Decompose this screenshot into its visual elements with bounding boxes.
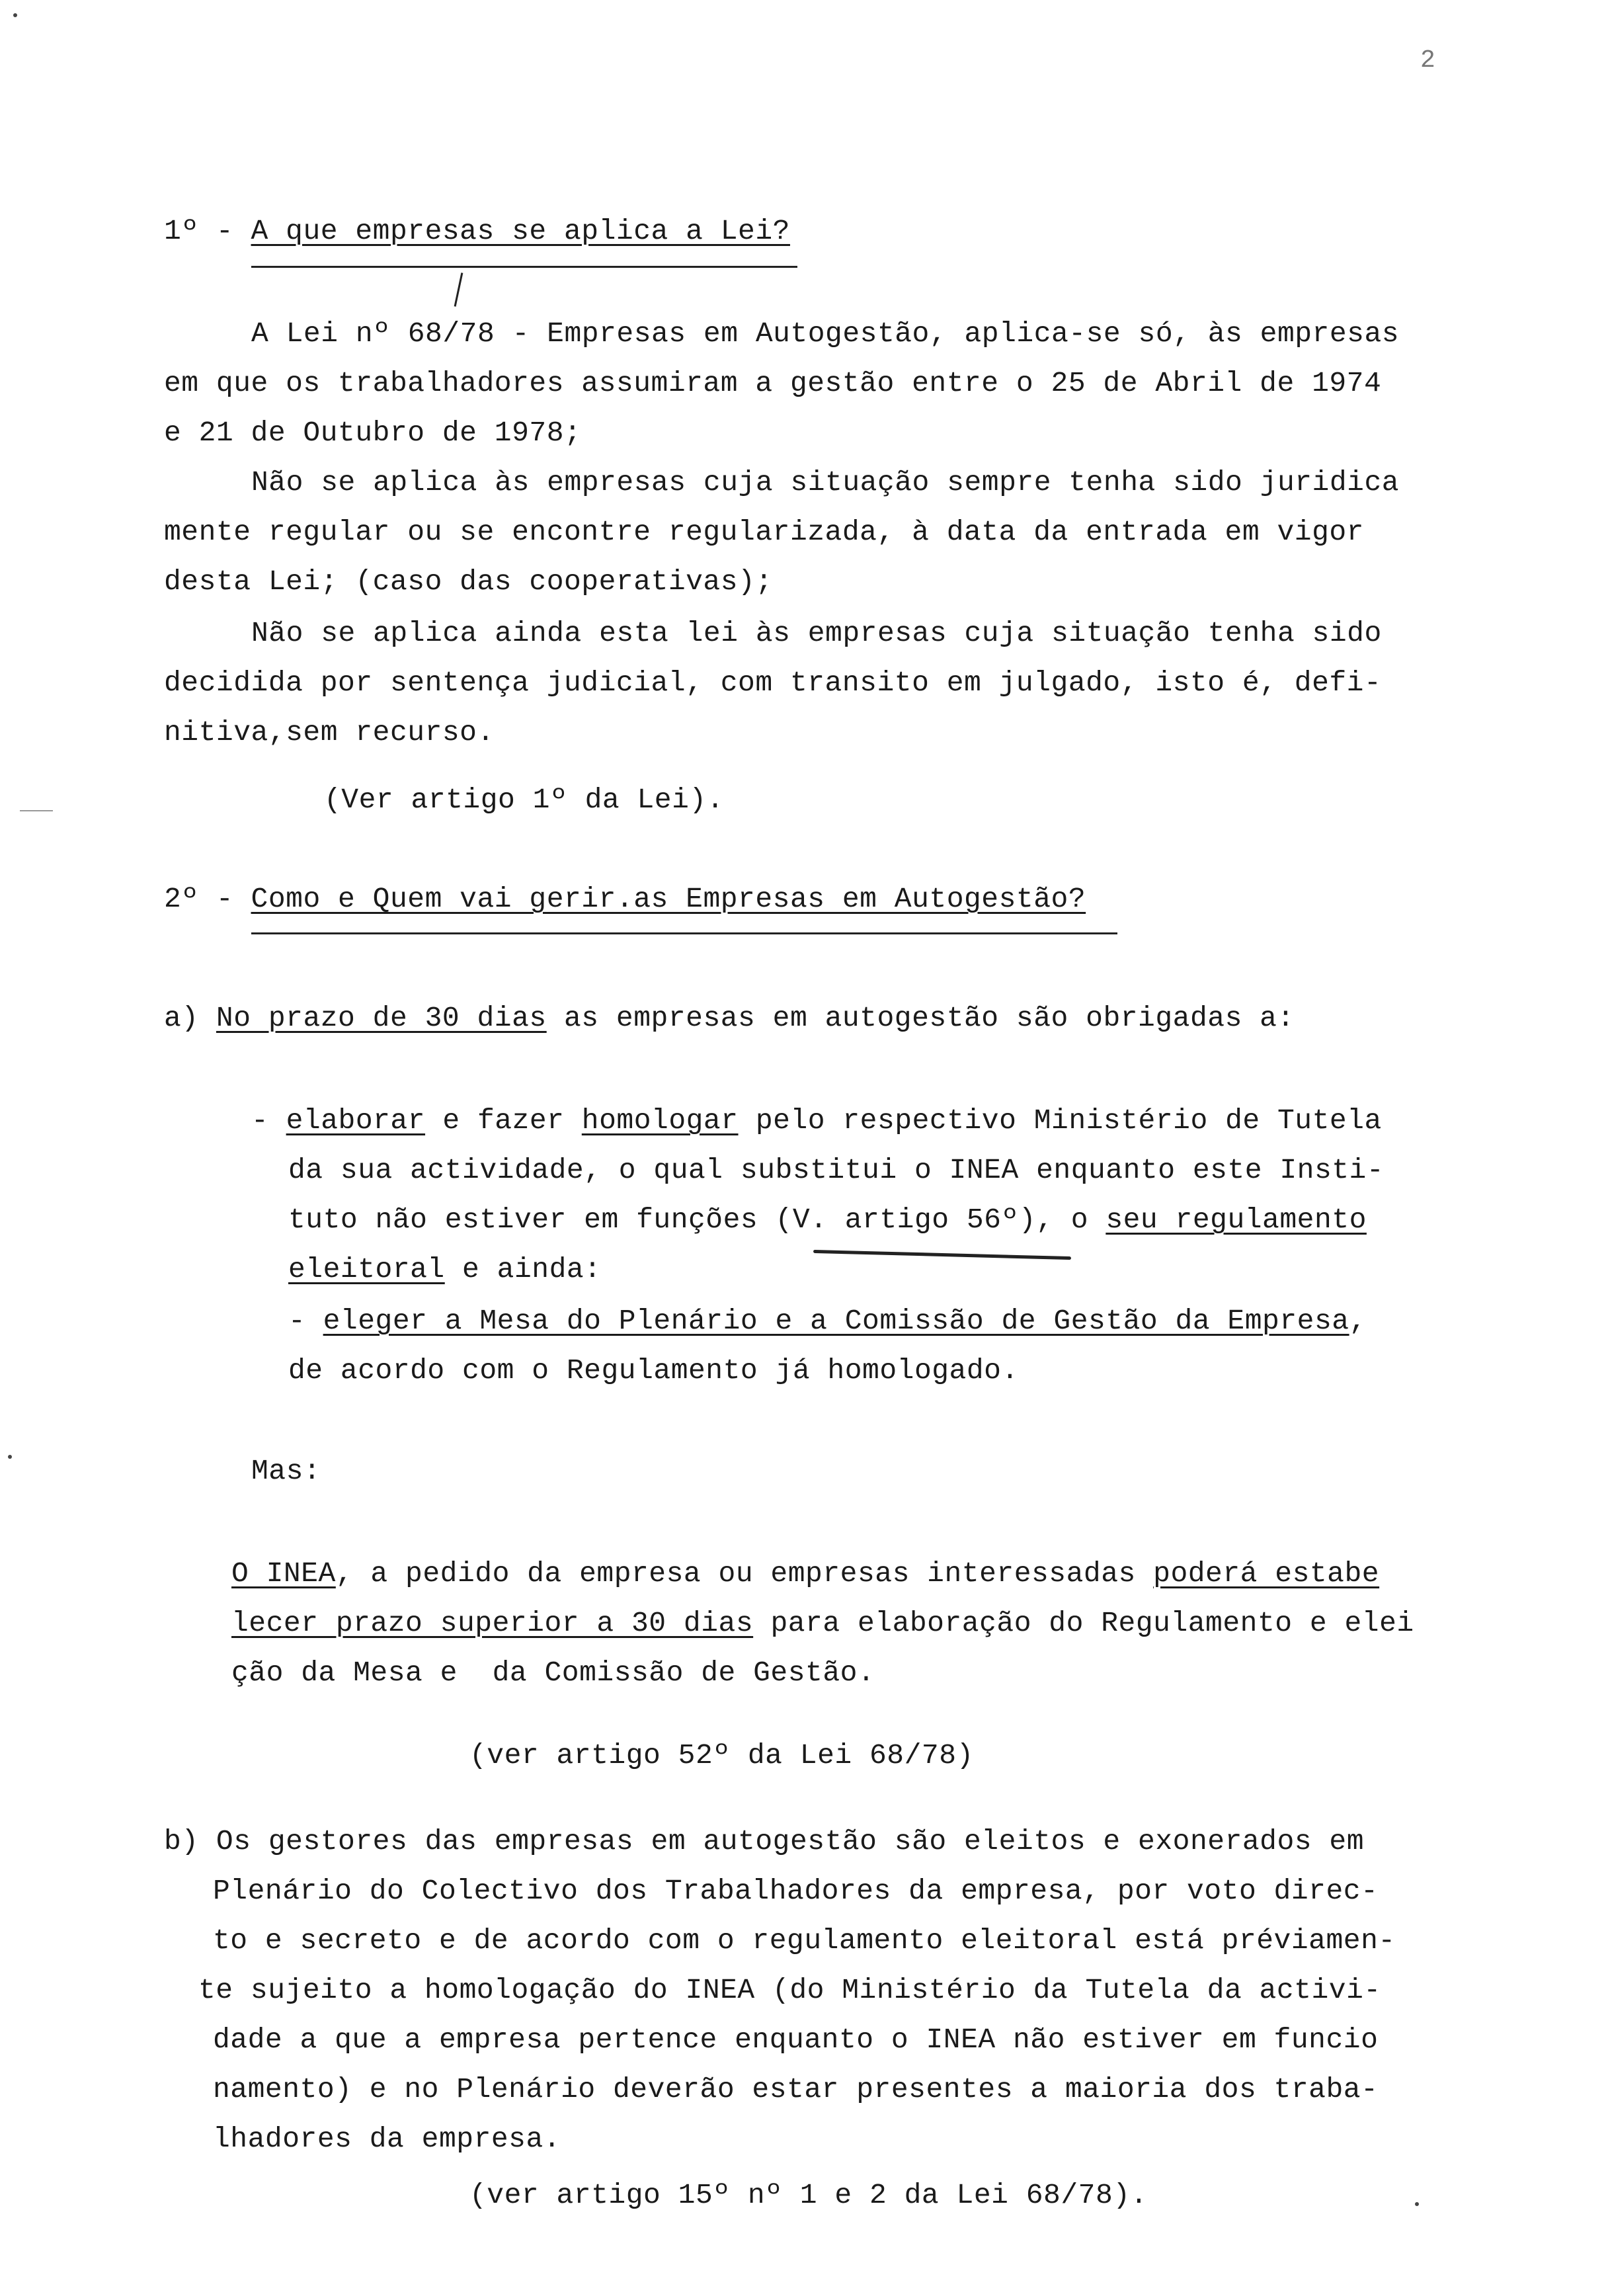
q2a-bullet-1 (251, 1101, 1382, 1141)
q1-p1-line: em que os trabalhadores assumiram a gestão entre o 25 de Abril de 1974 (164, 367, 1382, 399)
bullet-text: e fazer (425, 1104, 582, 1137)
q2a-marker: a) (164, 1002, 199, 1034)
q2a-lead-text: as empresas em autogestão são obrigadas a: (546, 1002, 1295, 1034)
q1-title: A que empresas se aplica a Lei? (251, 215, 790, 247)
q2a-bullet-2-line: de acordo com o Regulamento já homologado. (288, 1354, 1019, 1387)
q1-heading (164, 212, 790, 251)
inea-text: para elaboração do Regulamento e elei (753, 1607, 1414, 1639)
bullet-text: e ainda: (444, 1253, 602, 1286)
term-homologar: homologar (581, 1104, 739, 1137)
pen-underline-mark (813, 1250, 1071, 1260)
q1-p3-line: nitiva,sem recurso. (164, 716, 495, 749)
term-inea: O INEA (231, 1557, 336, 1590)
q2b-line: Plenário do Colectivo dos Trabalhadores da empresa, por voto direc- (213, 1875, 1379, 1907)
q2a-bullet-1-line (288, 1250, 602, 1290)
term-podera: poderá estabe (1153, 1557, 1380, 1590)
q2b-text: Os gestores das empresas em autogestão são eleitos e exonerados em (216, 1825, 1364, 1858)
q2a-lead (164, 999, 1295, 1038)
q2b-reference: (ver artigo 15º nº 1 e 2 da Lei 68/78). (469, 2179, 1148, 2211)
q2b-line: namento) e no Plenário deverão estar presentes a maioria dos traba- (213, 2073, 1379, 2106)
q2a-bullet-1-line (288, 1200, 1367, 1240)
scan-speck (13, 13, 17, 17)
q2a-reference: (ver artigo 52º da Lei 68/78) (469, 1739, 974, 1772)
q1-p3-line: Não se aplica ainda esta lei às empresas cuja situação tenha sido (251, 617, 1382, 649)
q1-p2-line: desta Lei; (caso das cooperativas); (164, 565, 773, 598)
q2a-deadline: No prazo de 30 dias (216, 1002, 547, 1034)
term-eleitoral: eleitoral (288, 1253, 445, 1286)
bullet-text: pelo respectivo Ministério de Tutela (738, 1104, 1382, 1137)
bullet-dash: - (251, 1104, 286, 1137)
q1-title-rule (251, 266, 797, 268)
q2b-line: lhadores da empresa. (213, 2123, 561, 2155)
bullet-text: , (1349, 1305, 1367, 1337)
q2a-inea-line (231, 1604, 1414, 1643)
q1-reference: (Ver artigo 1º da Lei). (324, 784, 724, 816)
q1-p2-line: mente regular ou se encontre regularizada, à data da entrada em vigor (164, 516, 1364, 548)
q2-title: Como e Quem vai gerir.as Empresas em Autogestão? (251, 883, 1086, 915)
page-number: 2 (1420, 46, 1435, 75)
inea-text: , a pedido da empresa ou empresas interessadas (335, 1557, 1154, 1590)
q1-number: 1º - (164, 215, 234, 247)
q2b-line (164, 1822, 1364, 1862)
q2a-inea-line (231, 1554, 1379, 1594)
q2b-line: dade a que a empresa pertence enquanto o INEA não estiver em funcio (213, 2024, 1379, 2056)
bullet-text: tuto não estiver em funções (V. artigo 56º), o (288, 1204, 1106, 1236)
q1-p1-line: e 21 de Outubro de 1978; (164, 417, 582, 449)
q2b-line: to e secreto e de acordo com o regulamento eleitoral está préviamen- (213, 1924, 1396, 1957)
q1-p1-line: A Lei nº 68/78 - Empresas em Autogestão, aplica-se só, às empresas (251, 317, 1400, 350)
scan-speck (8, 1455, 12, 1459)
bullet-dash: - (288, 1305, 323, 1337)
pen-mark (454, 272, 463, 306)
q2-title-rule (251, 932, 1117, 934)
scan-speck (1415, 2202, 1419, 2206)
term-eleger: eleger a Mesa do Plenário e a Comissão de Gestão da Empresa (323, 1305, 1349, 1337)
q2-number: 2º - (164, 883, 234, 915)
q2a-bullet-2 (288, 1301, 1367, 1341)
q2-heading (164, 880, 1086, 919)
scan-mark (20, 810, 53, 811)
q1-p3-line: decidida por sentença judicial, com transito em julgado, isto é, defi- (164, 667, 1382, 699)
q2a-inea-line: ção da Mesa e da Comissão de Gestão. (231, 1657, 875, 1689)
term-prazo: lecer prazo superior a 30 dias (231, 1607, 754, 1639)
q1-p2-line: Não se aplica às empresas cuja situação sempre tenha sido juridica (251, 466, 1400, 499)
q2a-bullet-1-line: da sua actividade, o qual substitui o INEA enquanto este Insti- (288, 1154, 1385, 1186)
q2b-marker: b) (164, 1825, 199, 1858)
q2a-mas: Mas: (251, 1455, 321, 1487)
q2b-line: te sujeito a homologação do INEA (do Ministério da Tutela da activi- (198, 1974, 1381, 2006)
term-regulamento: seu regulamento (1106, 1204, 1367, 1236)
term-elaborar: elaborar (286, 1104, 426, 1137)
